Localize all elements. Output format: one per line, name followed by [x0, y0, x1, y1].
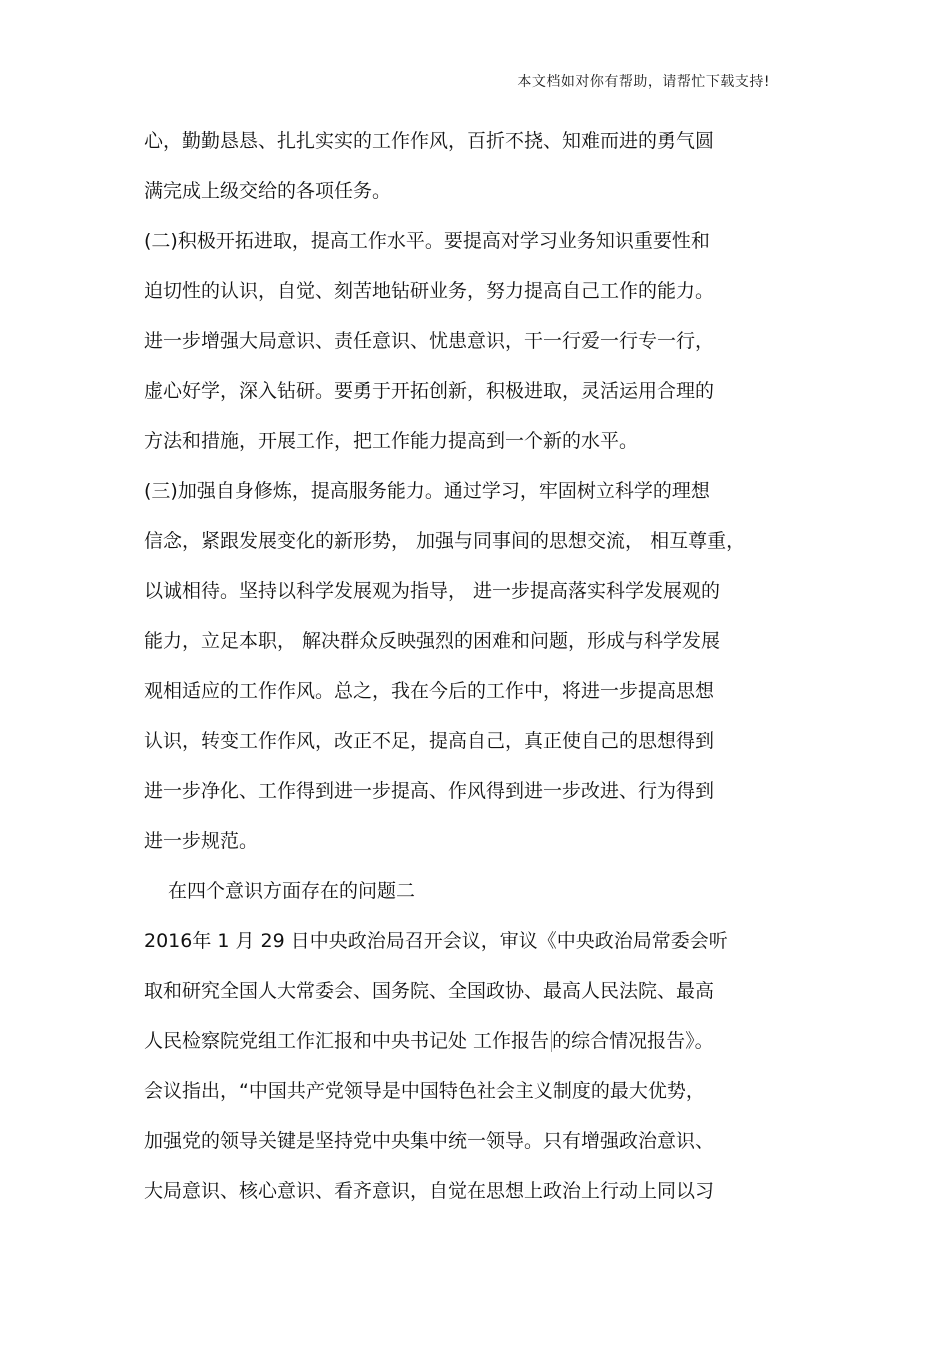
- body-line: (二)积极开拓进取，提高工作水平。要提高对学习业务知识重要性和: [144, 230, 710, 252]
- body-line-with-box: [144, 1023, 824, 1073]
- body-line: 会议指出，“中国共产党领导是中国特色社会主义制度的最大优势，: [144, 1080, 705, 1102]
- section-title: 在四个意识方面存在的问题二: [168, 880, 416, 902]
- body-line: 以诚相待。坚持以科学发展观为指导， 进一步提高落实科学发展观的: [144, 580, 721, 602]
- body-line: (三)加强自身修炼，提高服务能力。通过学习，牢固树立科学的理想: [144, 480, 710, 502]
- body-line: 观相适应的工作作风。总之，我在今后的工作中，将进一步提高思想: [144, 680, 715, 702]
- body-line: 心，勤勤恳恳、扎扎实实的工作作风，百折不挠、知难而进的勇气圆: [144, 130, 715, 152]
- body-line: 能力，立足本职， 解决群众反映强烈的困难和问题，形成与科学发展: [144, 630, 721, 652]
- body-line: 2016年 1 月 29 日中央政治局召开会议，审议《中央政治局常委会听: [144, 930, 728, 952]
- body-line: 认识，转变工作作风，改正不足，提高自己，真正使自己的思想得到: [144, 730, 715, 752]
- document-body: [144, 123, 824, 1223]
- body-line: 满完成上级交给的各项任务。: [144, 180, 392, 202]
- body-line: 取和研究全国人大常委会、国务院、全国政协、最高人民法院、最高: [144, 980, 715, 1002]
- body-line: 进一步增强大局意识、责任意识、忧患意识，干一行爱一行专一行，: [144, 330, 715, 352]
- boxed-term: 工作报告: [473, 1030, 552, 1052]
- body-line: 迫切性的认识，自觉、刻苦地钻研业务，努力提高自己工作的能力。: [144, 280, 715, 302]
- body-line: 进一步规范。: [144, 830, 259, 852]
- body-line: 进一步净化、工作得到进一步提高、作风得到进一步改进、行为得到: [144, 780, 715, 802]
- body-line: 大局意识、核心意识、看齐意识，自觉在思想上政治上行动上同以习: [144, 1180, 715, 1202]
- body-line: 加强党的领导关键是坚持党中央集中统一领导。只有增强政治意识、: [144, 1130, 715, 1152]
- body-line: 信念，紧跟发展变化的新形势， 加强与同事间的思想交流， 相互尊重，: [144, 530, 746, 552]
- page-header-note: 本文档如对你有帮助，请帮忙下载支持!: [517, 74, 770, 90]
- line-text-before: 人民检察院党组工作汇报和中央书记处: [144, 1030, 474, 1052]
- line-text-after: 的综合情况报告》。: [552, 1030, 714, 1052]
- body-line: 虚心好学，深入钻研。要勇于开拓创新，积极进取，灵活运用合理的: [144, 380, 715, 402]
- body-line: 方法和措施，开展工作，把工作能力提高到一个新的水平。: [144, 430, 639, 452]
